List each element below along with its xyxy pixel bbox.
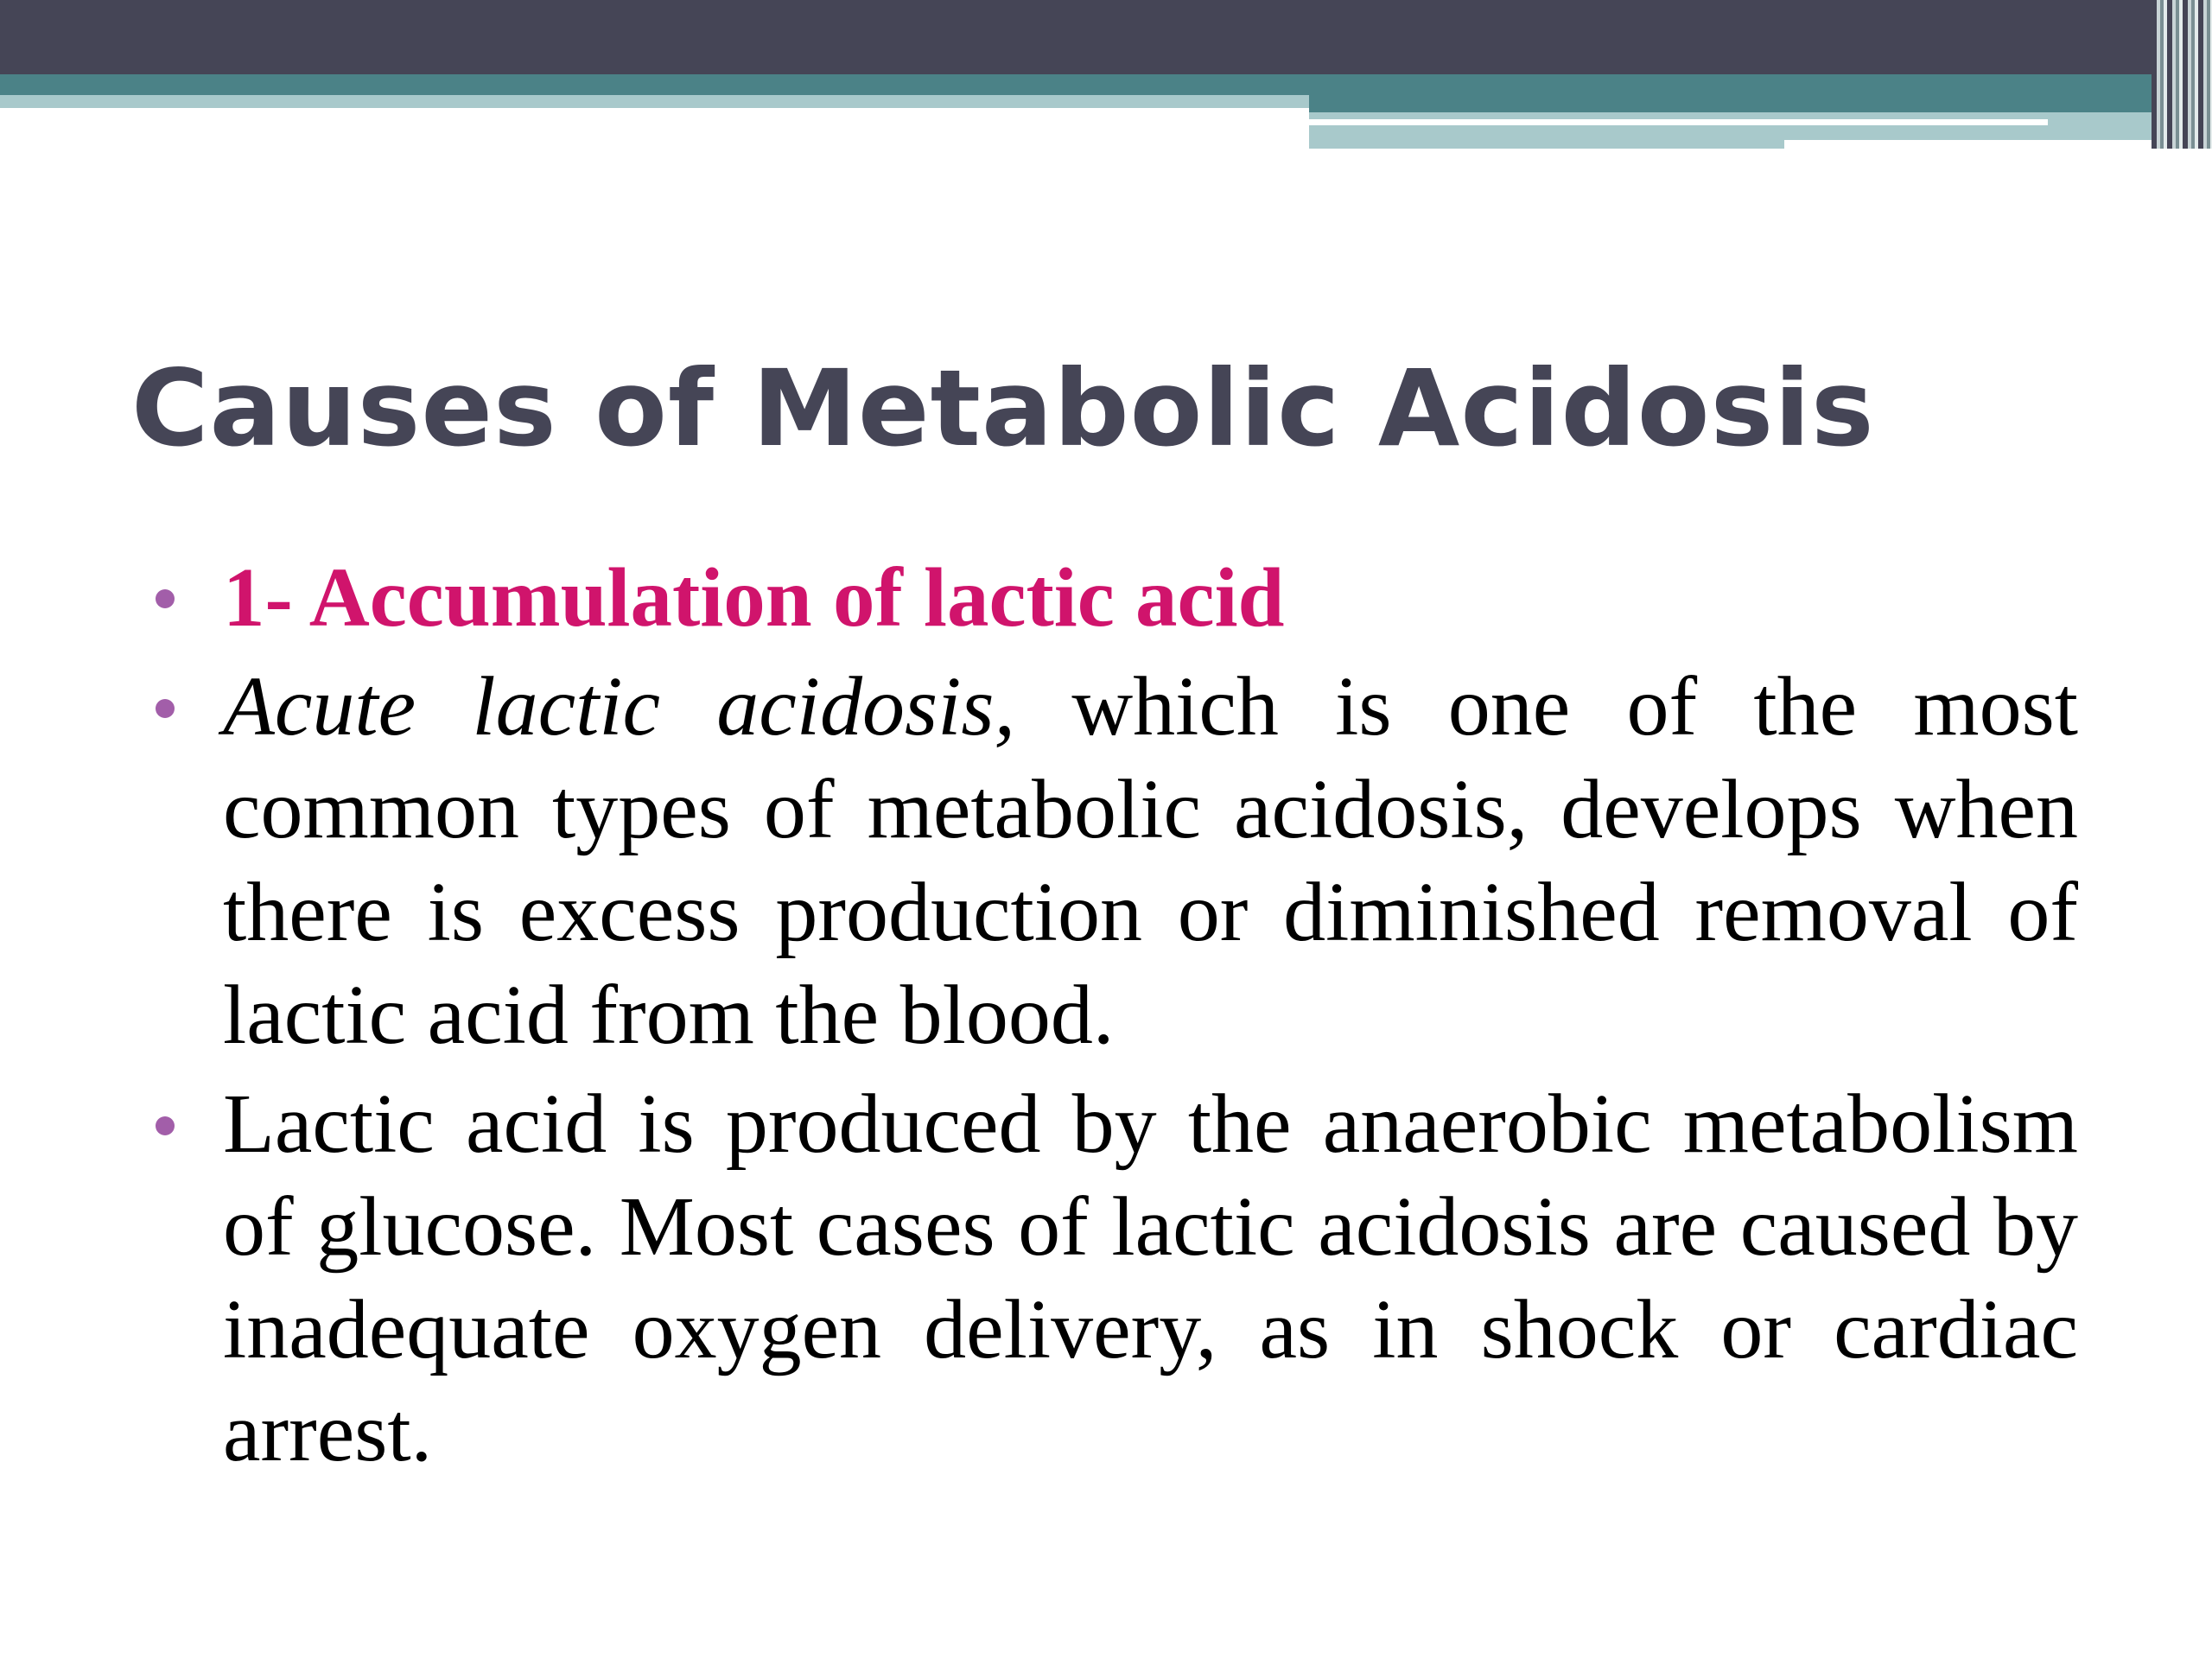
bullet-body-text: which is one of the most common types of metabolic acidosis, develops when there is excess production or diminished removal of lactic acid from the blood. xyxy=(223,660,2078,1062)
bullet-body-text: Lactic acid is produced by the anaerobic metabolism of glucose. Most cases of lactic acidosis are caused by inadequate oxygen delivery, as in shock or cardiac arrest. xyxy=(223,1077,2078,1479)
bullet-dot-icon xyxy=(156,1116,175,1135)
bullet-dot-icon xyxy=(156,589,175,608)
bullet-item-heading xyxy=(156,546,2078,650)
header-band-dark xyxy=(0,0,2212,74)
header-band-light xyxy=(0,95,1309,108)
bullet-item-acute-lactic-acidosis xyxy=(156,656,2078,1067)
header-accent-line-2 xyxy=(1784,140,2156,149)
bullet-item-lactic-acid-production xyxy=(156,1073,2078,1484)
bullet-dot-icon xyxy=(156,699,175,718)
header-accent-line-1 xyxy=(1309,119,2048,125)
bullet-italic-lead: Acute lactic acidosis, xyxy=(223,660,1016,753)
header-right-stripes xyxy=(2152,0,2212,149)
header-band-teal-extension xyxy=(1309,95,2212,112)
header-band-teal xyxy=(0,74,2212,95)
slide-title: Causes of Metabolic Acidosis xyxy=(131,347,1875,470)
bullet-heading-text: 1- Accumulation of lactic acid xyxy=(223,551,1285,644)
bullet-list xyxy=(156,546,2078,1491)
